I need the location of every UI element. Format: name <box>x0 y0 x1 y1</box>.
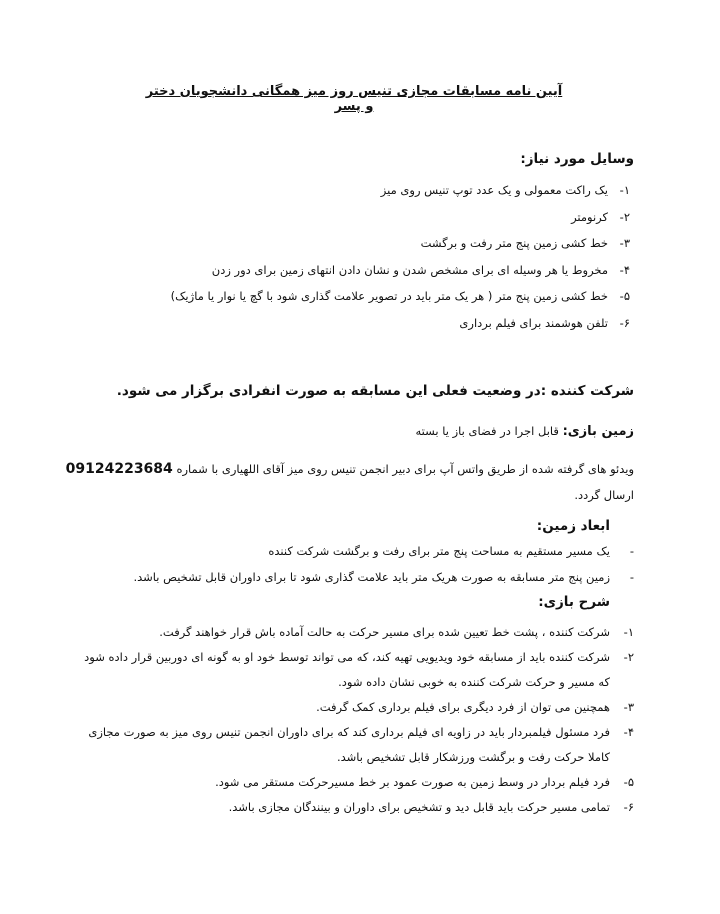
video-note <box>34 456 634 508</box>
list-item: ۲- شرکت کننده باید از مسابقه خود ویدیویی تهیه کند، که می تواند توسط خود او به گونه ای دوربین قرار داده شود که مسیر و حرکت شرکت کننده به خوبی نشان داده شود. <box>84 650 634 689</box>
equipment-list <box>171 183 630 342</box>
list-item: ۶- تمامی مسیر حرکت باید قابل دید و تشخیص برای داوران و بینندگان مجازی باشد. <box>228 800 634 814</box>
field-text: قابل اجرا در فضای باز یا بسته <box>415 424 559 438</box>
list-item: ۶-تلفن هوشمند برای فیلم برداری <box>459 315 630 330</box>
list-item: ۴-مخروط یا هر وسیله ای برای مشخص شدن و نشان دادن انتهای زمین برای دور زدن <box>211 262 630 277</box>
list-item: ۳-خط کشی زمین پنج متر رفت و برگشت <box>420 236 630 250</box>
list-item: ۴- فرد مسئول فیلمبردار باید در زاویه ای فیلم برداری کند که برای داوران انجمن تنیس روی میز به صورت مجازی کاملا حرکت رفت و برگشت ورزشکار قابل تشخیص باشد. <box>88 725 634 764</box>
list-item: -زمین پنج متر مسابقه به صورت هریک متر باید علامت گذاری شود تا برای داوران قابل تشخیص باشد. <box>133 570 634 584</box>
participant-statement: شرکت کننده :در وضعیت فعلی این مسابقه به صورت انفرادی برگزار می شود. <box>116 383 634 399</box>
equipment-heading: وسایل مورد نیاز: <box>520 151 634 167</box>
rules-heading: شرح بازی: <box>538 594 610 610</box>
list-item: ۱-یک راکت معمولی و یک عدد توپ تنیس روی میز <box>380 183 630 197</box>
video-note-text: ویدئو های گرفته شده از طریق واتس آپ برای دبیر انجمن تنیس روی میز آقای اللهیاری با شماره <box>176 462 634 476</box>
document-title: آیین نامه مسابقات مجازی تنیس روز میز همگانی دانشجویان دختر و پسر <box>145 84 563 114</box>
field-line <box>416 424 635 439</box>
dimensions-heading: ابعاد زمین: <box>536 518 610 534</box>
list-item: ۵-خط کشی زمین پنج متر ( هر یک متر باید در تصویر علامت گذاری شود با گچ یا نوار یا ماژیک) <box>170 289 630 303</box>
list-item: ۱- شرکت کننده ، پشت خط تعیین شده برای مسیر حرکت به حالت آماده باش قرار خواهند گرفت. <box>159 625 634 639</box>
field-label: زمین بازی: <box>562 424 634 439</box>
list-item: ۳- همچنین می توان از فرد دیگری برای فیلم برداری کمک گرفت. <box>316 700 634 714</box>
phone-number: 09124223684 <box>65 461 173 477</box>
list-item: ۲-کرنومتر <box>571 209 630 224</box>
list-item: -یک مسیر مستقیم به مساحت پنج متر برای رفت و برگشت شرکت کننده <box>268 544 634 558</box>
rules-list <box>74 620 634 820</box>
video-note-end: ارسال گردد. <box>574 488 634 502</box>
list-item: ۵- فرد فیلم بردار در وسط زمین به صورت عمود بر خط مسیرحرکت مستقر می شود. <box>215 775 634 789</box>
dimensions-list <box>133 544 634 596</box>
